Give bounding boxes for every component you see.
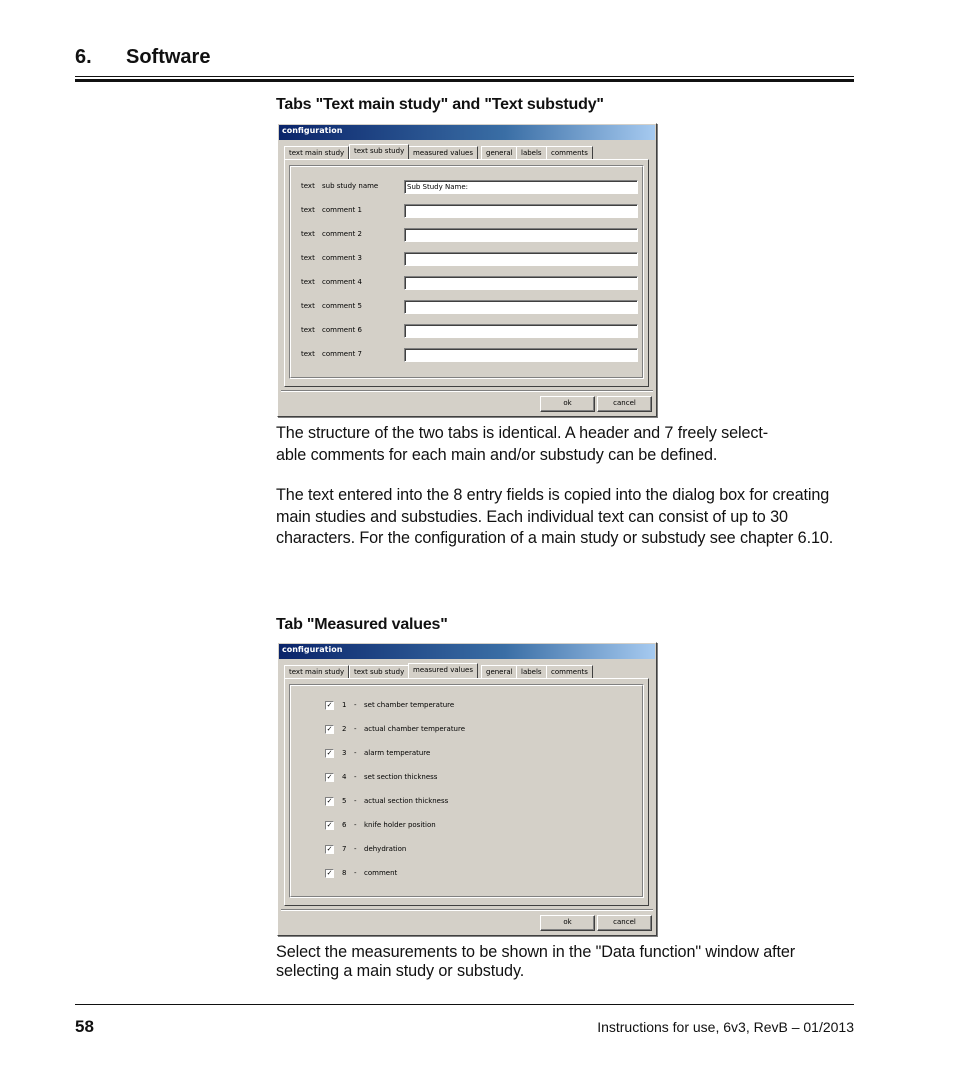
item-label: actual chamber temperature [364,725,466,733]
checkbox[interactable]: ✓ [326,773,333,781]
configuration-dialog-text [277,123,657,417]
field-prefix: text [301,302,315,310]
section-heading-text-tabs: Tabs "Text main study" and "Text substudy" [276,96,604,113]
item-label: set section thickness [364,773,438,781]
tab-general[interactable]: general [481,146,518,159]
checkbox[interactable]: ✓ [326,725,333,733]
field-label: comment 4 [322,278,362,286]
item-dash: - [354,725,357,733]
field-prefix: text [301,254,315,262]
field-row [291,300,642,314]
checkbox[interactable]: ✓ [326,749,333,757]
checkbox[interactable]: ✓ [326,821,333,829]
field-row [291,204,642,218]
dialog-title: configuration [282,126,343,135]
item-dash: - [354,701,357,709]
group-box [289,684,644,898]
measured-value-item [291,844,642,856]
item-number: 2 [342,725,347,733]
field-label: comment 2 [322,230,362,238]
tab-text-main-study[interactable]: text main study [284,146,349,159]
dialog-titlebar [279,644,655,659]
field-row [291,276,642,290]
group-box [289,165,644,379]
item-dash: - [354,749,357,757]
comment-6-input[interactable] [404,324,638,338]
checkbox[interactable]: ✓ [326,869,333,877]
field-prefix: text [301,326,315,334]
comment-1-input[interactable] [404,204,638,218]
cancel-button[interactable]: cancel [597,915,652,931]
comment-3-input[interactable] [404,252,638,266]
comment-7-input[interactable] [404,348,638,362]
item-number: 5 [342,797,347,805]
comment-4-input[interactable] [404,276,638,290]
field-row [291,180,642,194]
field-label: sub study name [322,182,379,190]
item-label: set chamber temperature [364,701,455,709]
measured-value-item [291,868,642,880]
item-number: 8 [342,869,347,877]
item-dash: - [354,773,357,781]
dialog-titlebar [279,125,655,140]
field-prefix: text [301,206,315,214]
measured-value-item [291,796,642,808]
tab-labels[interactable]: labels [516,665,547,678]
item-number: 6 [342,821,347,829]
header-rule-thick [75,79,854,82]
field-label: comment 6 [322,326,362,334]
item-label: actual section thickness [364,797,449,805]
field-row [291,228,642,242]
dialog-title: configuration [282,645,343,654]
page-number: 58 [75,1017,94,1036]
chapter-number: 6. [75,46,92,68]
tab-general[interactable]: general [481,665,518,678]
footer-rule [75,1004,854,1005]
measured-value-item [291,772,642,784]
field-prefix: text [301,182,315,190]
measured-value-item [291,820,642,832]
ok-button[interactable]: ok [540,396,595,412]
configuration-dialog-measured [277,642,657,936]
measured-value-item [291,700,642,712]
checkbox[interactable]: ✓ [326,845,333,853]
field-label: comment 3 [322,254,362,262]
tab-measured-values[interactable]: measured values [408,146,478,159]
item-label: alarm temperature [364,749,431,757]
paragraph-line: able comments for each main and/or substudy can be defined. [276,445,718,464]
comment-5-input[interactable] [404,300,638,314]
tab-panel [284,678,649,906]
section-heading-measured-values: Tab "Measured values" [276,616,448,633]
field-prefix: text [301,278,315,286]
paragraph-entry-fields: The text entered into the 8 entry fields is copied into the dialog box for creating main studies and substudies. Each individual text can consist of up to 30 characters. For the configuration of a main study or substudy see chapter 6.10. [276,486,834,547]
item-dash: - [354,845,357,853]
item-dash: - [354,869,357,877]
footer-text: Instructions for use, 6v3, RevB – 01/2013 [597,1019,854,1035]
tab-measured-values[interactable]: measured values [408,663,478,678]
ok-button[interactable]: ok [540,915,595,931]
item-dash: - [354,821,357,829]
comment-2-input[interactable] [404,228,638,242]
field-label: comment 7 [322,350,362,358]
field-row [291,252,642,266]
tab-panel [284,159,649,387]
field-row [291,324,642,338]
header-rule-thin [75,76,854,77]
item-number: 7 [342,845,347,853]
field-prefix: text [301,230,315,238]
field-prefix: text [301,350,315,358]
field-label: comment 5 [322,302,362,310]
field-row [291,348,642,362]
chapter-title: Software [126,46,211,68]
item-label: knife holder position [364,821,436,829]
item-dash: - [354,797,357,805]
sub-study-name-input[interactable]: Sub Study Name: [404,180,638,194]
cancel-button[interactable]: cancel [597,396,652,412]
paragraph-line: selecting a main study or substudy. [276,962,525,980]
dialog-separator [281,390,653,392]
paragraph-structure [276,423,856,466]
tab-text-main-study[interactable]: text main study [284,665,349,678]
tab-comments[interactable]: comments [546,146,593,159]
checkbox[interactable]: ✓ [326,701,333,709]
tab-labels[interactable]: labels [516,146,547,159]
field-label: comment 1 [322,206,362,214]
tab-text-sub-study[interactable]: text sub study [349,665,409,678]
item-number: 1 [342,701,347,709]
measured-value-item [291,748,642,760]
item-number: 3 [342,749,347,757]
chapter-header [75,46,854,72]
measured-value-item [291,724,642,736]
paragraph-select-measurements [276,943,856,981]
paragraph-line: Select the measurements to be shown in the "Data function" window after [276,943,796,961]
item-number: 4 [342,773,347,781]
checkbox[interactable]: ✓ [326,797,333,805]
dialog-separator [281,909,653,911]
tab-text-sub-study[interactable]: text sub study [349,144,409,159]
tab-comments[interactable]: comments [546,665,593,678]
paragraph-line: The structure of the two tabs is identical. A header and 7 freely select- [276,424,769,442]
item-label: dehydration [364,845,407,853]
item-label: comment [364,869,398,877]
